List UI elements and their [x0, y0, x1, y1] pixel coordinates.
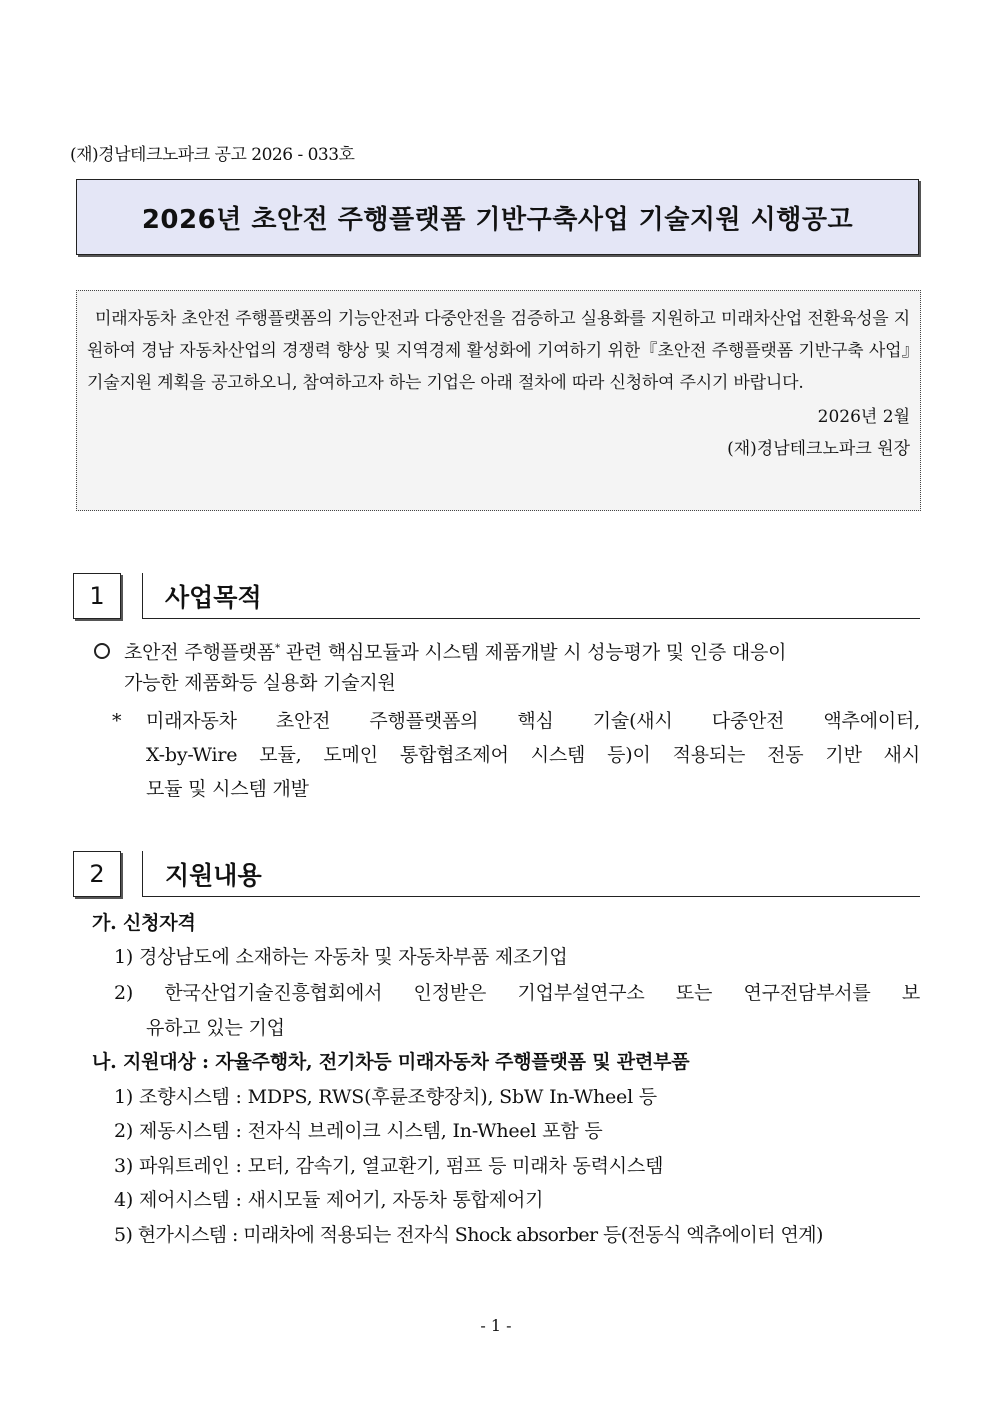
note-line-1: 미래자동차 초안전 주행플랫폼의 핵심 기술(새시 다중안전 액추에이터,: [146, 710, 920, 732]
circle-bullet-icon: [94, 643, 110, 659]
page-number: - 1 -: [480, 1316, 512, 1335]
intro-date: 2026년 2월: [817, 407, 910, 427]
item-b3: 3) 파워트레인 : 모터, 감속기, 열교환기, 펌프 등 미래차 동력시스템: [114, 1155, 664, 1177]
section-1-bullet-cont: 가능한 제품화등 실용화 기술지원: [124, 672, 396, 694]
section-1-heading: 사업목적: [142, 573, 920, 619]
section-2-heading: 지원내용: [142, 851, 920, 897]
intro-box: [76, 290, 921, 511]
item-a2-cont: 유하고 있는 기업: [146, 1017, 285, 1039]
item-b1: 1) 조향시스템 : MDPS, RWS(후륜조향장치), SbW In-Wheel 등: [114, 1086, 657, 1108]
note-mark: *: [112, 710, 122, 732]
sub-heading-a: 가. 신청자격: [92, 912, 196, 934]
intro-issuer: (재)경남테크노파크 원장: [727, 439, 910, 459]
title-box: [76, 179, 919, 255]
bullet-text-a: 초안전 주행플랫폼: [124, 641, 276, 664]
item-a1: 1) 경상남도에 소재하는 자동차 및 자동차부품 제조기업: [114, 946, 568, 968]
section-2-number: 2: [73, 851, 121, 897]
sub-heading-b: 나. 지원대상 : 자율주행차, 전기차등 미래자동차 주행플랫폼 및 관련부품: [92, 1051, 690, 1073]
bullet-text-b: 관련 핵심모듈과 시스템 제품개발 시 성능평가 및 인증 대응이: [279, 641, 787, 664]
footnote-mark: *: [275, 643, 280, 654]
page-title: 2026년 초안전 주행플랫폼 기반구축사업 기술지원 시행공고: [141, 204, 854, 235]
item-b4: 4) 제어시스템 : 새시모듈 제어기, 자동차 통합제어기: [114, 1189, 544, 1211]
item-b5: 5) 현가시스템 : 미래차에 적용되는 전자식 Shock absorber 등(전동식 엑츄에이터 연계): [114, 1224, 823, 1246]
notice-number: (재)경남테크노파크 공고 2026 - 033호: [70, 145, 355, 165]
section-1-bullet: [94, 632, 920, 669]
intro-text: 미래자동차 초안전 주행플랫폼의 기능안전과 다중안전을 검증하고 실용화를 지원하고 미래차산업 전환육성을 지원하여 경남 자동차산업의 경쟁력 향상 및 지역경제 활성화에 기여하기 위한『초안전 주행플랫폼 기반구축 사업』기술지원 계획을 공고하오니, 참여하고자 하는 기업은 아래 절차에 따라 신청하여 주시기 바랍니다.: [87, 309, 910, 393]
note-line-2: X-by-Wire 모듈, 도메인 통합협조제어 시스템 등)이 적용되는 전동 기반 새시: [146, 744, 920, 766]
item-a2: 2) 한국산업기술진흥협회에서 인정받은 기업부설연구소 또는 연구전담부서를 보: [114, 982, 920, 1004]
section-1-number: 1: [73, 573, 121, 619]
item-b2: 2) 제동시스템 : 전자식 브레이크 시스템, In-Wheel 포함 등: [114, 1120, 603, 1142]
note-line-3: 모듈 및 시스템 개발: [146, 778, 309, 800]
